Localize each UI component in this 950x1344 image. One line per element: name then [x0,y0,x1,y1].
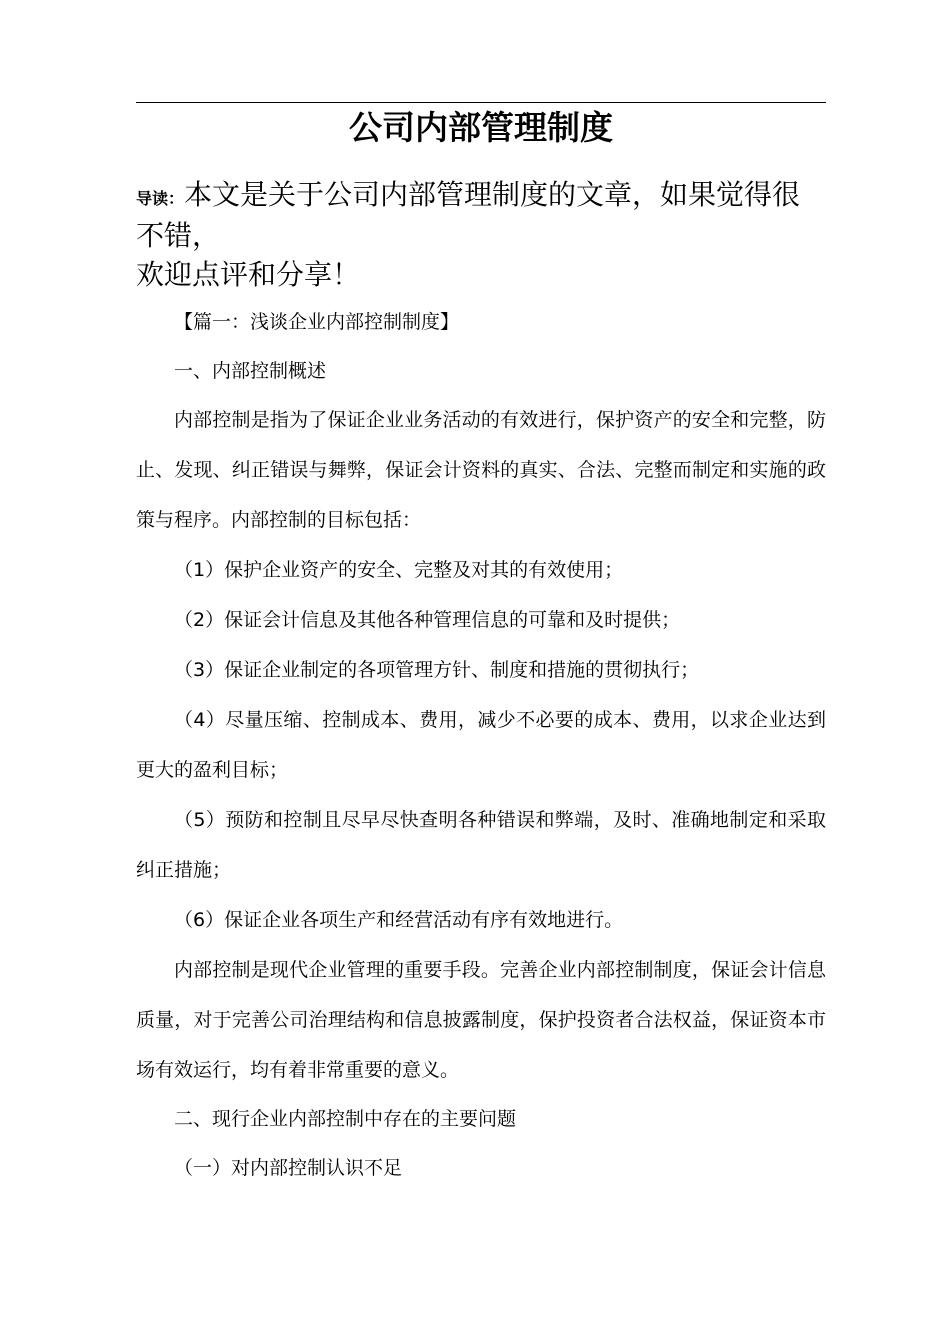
problems-heading: 二、现行企业内部控制中存在的主要问题 [174,1108,517,1130]
body-definition [136,395,826,545]
goal-item-6: （6）保证企业各项生产和经营活动有序有效地进行。 [174,909,624,931]
importance-paragraph: 内部控制是现代企业管理的重要手段。完善企业内部控制制度，保证会计信息质量，对于完善公司治理结构和信息披露制度，保护投资者合法权益，保证资本市场有效运行，均有着非常重要的意义。 [136,959,826,1081]
goal-item-5: （5）预防和控制且尽早尽快查明各种错误和弊端，及时、准确地制定和采取纠正措施； [136,809,826,881]
body-overview-heading [136,346,826,396]
body-goal-1 [136,545,826,595]
intro-text: 本文是关于公司内部管理制度的文章，如果觉得很不错， [136,178,801,252]
header-rule [136,102,826,103]
body-section-heading [136,297,826,347]
intro-invite: 欢迎点评和分享！ [136,258,361,291]
definition-paragraph: 内部控制是指为了保证企业业务活动的有效进行，保护资产的安全和完整，防止、发现、纠正错误与舞弊，保证会计资料的真实、合法、完整而制定和实施的政策与程序。内部控制的目标包括： [136,409,826,531]
goal-item-1: （1）保护企业资产的安全、完整及对其的有效使用； [174,559,624,581]
body-problems-heading [136,1094,826,1144]
goal-item-2: （2）保证会计信息及其他各种管理信息的可靠和及时提供； [174,609,681,631]
body-goal-4 [136,695,826,795]
subheading-1: （一）对内部控制认识不足 [174,1157,403,1179]
body-goal-6 [136,895,826,945]
body-importance [136,945,826,1095]
body-subheading-1 [136,1143,826,1193]
section-heading: 【篇一：浅谈企业内部控制制度】 [174,311,460,333]
body-goal-3 [136,645,826,695]
intro-block [136,176,826,254]
goal-item-3: （3）保证企业制定的各项管理方针、制度和措施的贯彻执行； [174,659,700,681]
intro-label: 导读： [136,189,185,208]
body-goal-5 [136,795,826,895]
document-title: 公司内部管理制度 [349,108,613,147]
body-goal-2 [136,595,826,645]
overview-heading: 一、内部控制概述 [174,360,327,382]
goal-item-4: （4）尽量压缩、控制成本、费用，减少不必要的成本、费用，以求企业达到更大的盈利目标； [136,709,826,781]
